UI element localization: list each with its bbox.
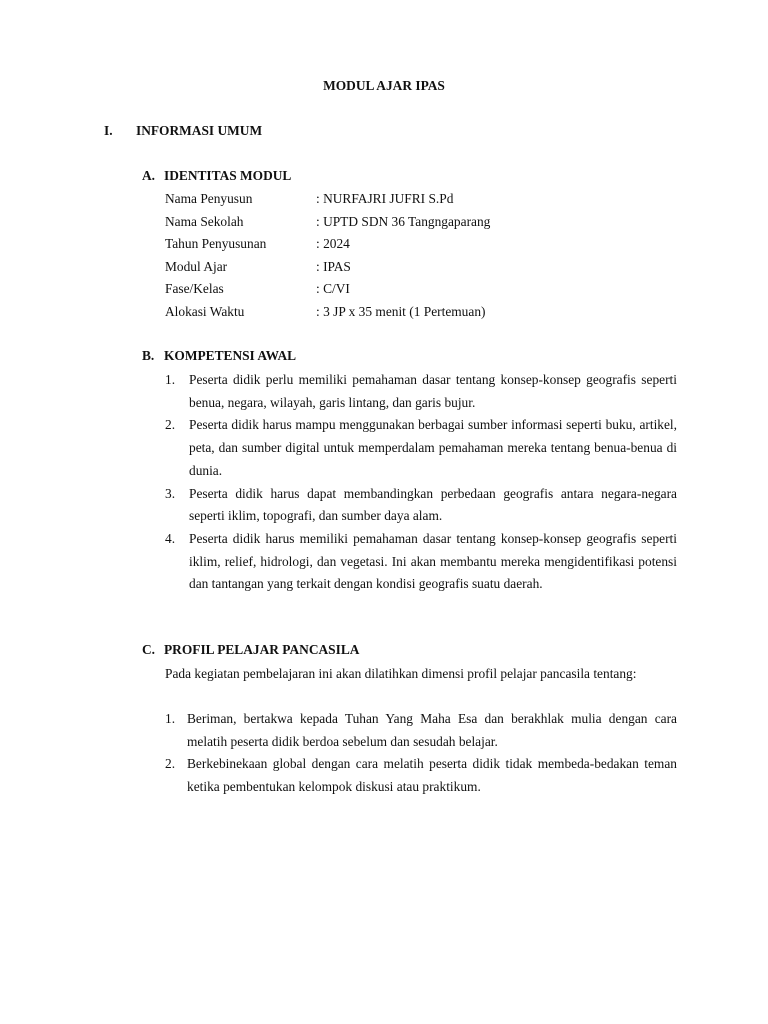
identitas-value: : UPTD SDN 36 Tangngaparang	[316, 213, 491, 229]
list-number: 2.	[165, 417, 176, 433]
list-item	[165, 753, 677, 798]
list-item	[165, 414, 677, 482]
identitas-value: : 2024	[316, 236, 350, 252]
list-number: 4.	[165, 530, 176, 546]
list-text: Peserta didik harus memiliki pemahaman dasar tentang konsep-konsep geografis seperti iklim, relief, hidrologi, dan vegetasi. Ini akan membantu mereka mengidentifikasi potensi dan tantangan yang terkait dengan kondisi geografis suatu daerah.	[189, 530, 677, 592]
identitas-value: : IPAS	[316, 258, 351, 274]
list-number: 1.	[165, 372, 176, 387]
identitas-label: Nama Sekolah	[165, 213, 244, 229]
list-text: Peserta didik harus mampu menggunakan berbagai sumber informasi seperti buku, artikel, peta, dan sumber digital untuk memperdalam pemahaman mereka tentang benua-benua di dunia.	[189, 417, 677, 478]
list-item	[165, 528, 677, 596]
list-number: 1.	[165, 711, 176, 726]
identitas-label: Nama Penyusun	[165, 191, 253, 206]
profil-heading-text: PROFIL PELAJAR PANCASILA	[164, 642, 360, 657]
identitas-label: Modul Ajar	[165, 258, 228, 274]
profil-letter: C.	[142, 642, 156, 657]
list-number: 3.	[165, 485, 176, 501]
identitas-row	[165, 211, 685, 234]
list-text: Berkebinekaan global dengan cara melatih peserta didik tidak membeda-bedakan teman ketika pembentukan kelompok diskusi atau praktikum.	[187, 756, 677, 795]
identitas-row	[165, 233, 685, 256]
identitas-heading	[142, 168, 291, 184]
identitas-table	[165, 188, 685, 324]
kompetensi-letter: B.	[142, 348, 155, 363]
identitas-row	[165, 188, 685, 211]
kompetensi-heading	[142, 348, 296, 364]
identitas-row	[165, 301, 685, 324]
identitas-value: : C/VI	[316, 281, 350, 297]
profil-list	[165, 708, 677, 799]
kompetensi-heading-text: KOMPETENSI AWAL	[164, 348, 297, 363]
document-title: MODUL AJAR IPAS	[323, 78, 445, 93]
identitas-row	[165, 278, 685, 301]
identitas-value: : NURFAJRI JUFRI S.Pd	[316, 191, 454, 206]
kompetensi-list	[165, 369, 677, 596]
identitas-letter: A.	[142, 168, 156, 183]
list-text: Peserta didik perlu memiliki pemahaman dasar tentang konsep-konsep geografis seperti benua, negara, wilayah, garis lintang, dan garis bujur.	[189, 372, 677, 410]
list-text: Peserta didik harus dapat membandingkan perbedaan geografis antara negara-negara seperti iklim, topografi, dan sumber daya alam.	[189, 485, 677, 524]
list-item	[165, 369, 677, 414]
section-number: I.	[104, 123, 113, 138]
list-text: Beriman, bertakwa kepada Tuhan Yang Maha Esa dan berakhlak mulia dengan cara melatih peserta didik berdoa sebelum dan sesudah belajar.	[187, 711, 677, 749]
section-title: INFORMASI UMUM	[136, 123, 263, 138]
identitas-row	[165, 256, 685, 279]
identitas-label: Alokasi Waktu	[165, 303, 245, 319]
profil-heading	[142, 642, 359, 658]
list-item	[165, 483, 677, 528]
profil-intro: Pada kegiatan pembelajaran ini akan dilatihkan dimensi profil pelajar pancasila tentang:	[165, 666, 637, 681]
identitas-label: Tahun Penyusunan	[165, 236, 267, 252]
identitas-heading-text: IDENTITAS MODUL	[164, 168, 292, 183]
identitas-value: : 3 JP x 35 menit (1 Pertemuan)	[316, 303, 486, 319]
identitas-label: Fase/Kelas	[165, 281, 224, 297]
list-number: 2.	[165, 756, 176, 772]
list-item	[165, 708, 677, 753]
